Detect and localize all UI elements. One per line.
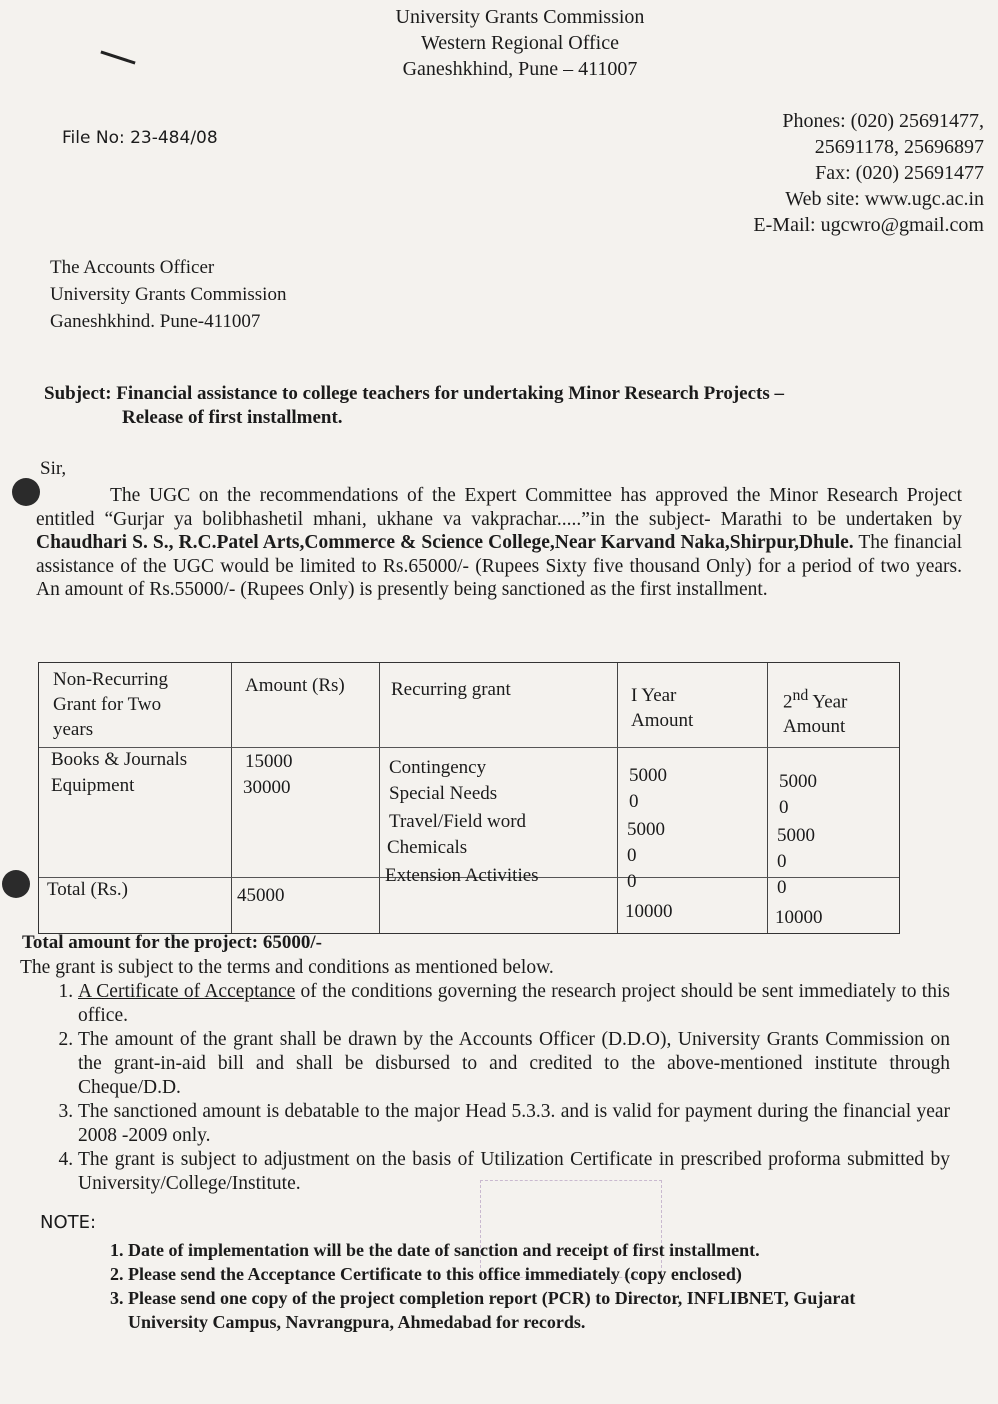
header-nonrecurring-3: years bbox=[53, 719, 94, 740]
teacher-and-college: Chaudhari S. S., R.C.Patel Arts,Commerce & Science College,Near Karvand Naka,Shirpur,Dhule. bbox=[36, 532, 854, 553]
header-year-2-amount: Amount bbox=[783, 716, 846, 738]
header-year-2 bbox=[783, 683, 847, 739]
total-year-1: 10000 bbox=[625, 901, 673, 922]
recurring-item-travel: Travel/Field word bbox=[389, 811, 527, 832]
recurring-y2-contingency: 5000 bbox=[779, 771, 817, 792]
notes-list bbox=[96, 1238, 916, 1334]
addressee-line-2: University Grants Commission bbox=[50, 284, 287, 305]
subject-line-2: Release of first installment. bbox=[122, 407, 343, 428]
term-item bbox=[78, 980, 950, 1028]
table-divider bbox=[231, 663, 232, 933]
subject-line-1: Subject: Financial assistance to college teachers for undertaking Minor Research Projects – bbox=[44, 383, 785, 404]
addressee-block bbox=[50, 254, 286, 335]
email-line: E-Mail: ugcwro@gmail.com bbox=[753, 214, 984, 236]
note-label: NOTE: bbox=[40, 1212, 97, 1233]
grant-table bbox=[38, 662, 900, 934]
recurring-item-extension: Extension Activities bbox=[385, 865, 539, 886]
recurring-y1-contingency: 5000 bbox=[629, 765, 667, 786]
salutation: Sir, bbox=[40, 458, 67, 479]
header-nonrecurring-2: Grant for Two bbox=[53, 694, 162, 715]
recurring-y1-travel: 5000 bbox=[627, 819, 665, 840]
recurring-y1-chemicals: 0 bbox=[627, 845, 637, 866]
table-divider bbox=[379, 663, 380, 933]
phones-line-2: 25691178, 25696897 bbox=[814, 136, 984, 158]
note-item: 1. Date of implementation will be the date of sanction and receipt of first installment. bbox=[128, 1238, 916, 1262]
header-year-1 bbox=[631, 683, 693, 733]
term-item: 2. The amount of the grant shall be drawn by the Accounts Officer (D.D.O), University Grants Commission on the grant-in-aid bill and shall be disbursed to and credited to the above-mentioned institute through Cheque/D.D. bbox=[78, 1028, 950, 1100]
subject-block bbox=[44, 382, 964, 430]
body-text-part2: The financial assistance of the UGC would be limited to Rs.65000/- (Rupees Sixty five thousand Only) for a period of two years. An amount of Rs.55000/- (Rupees Only) is presently being sanctioned as the first installment. bbox=[36, 532, 962, 600]
notes-block bbox=[96, 1238, 916, 1334]
certificate-of-acceptance: A Certificate of Acceptance bbox=[78, 981, 296, 1002]
table-divider bbox=[617, 663, 618, 933]
recurring-y2-special-needs: 0 bbox=[779, 797, 789, 818]
fax-line: Fax: (020) 25691477 bbox=[815, 162, 984, 184]
pen-mark bbox=[100, 51, 135, 65]
file-number: File No: 23-484/08 bbox=[62, 128, 218, 148]
terms-intro: The grant is subject to the terms and conditions as mentioned below. bbox=[20, 957, 554, 978]
term-item: 4. The grant is subject to adjustment on the basis of Utilization Certificate in prescribed proforma submitted by University/College/Institute. bbox=[78, 1148, 950, 1196]
header-year-2-number: 2 bbox=[783, 691, 793, 713]
note-item: 3. Please send one copy of the project completion report (PCR) to Director, INFLIBNET, Gujarat University Campus, Navrangpura, Ahmedabad for records. bbox=[128, 1286, 916, 1334]
recurring-item-chemicals: Chemicals bbox=[387, 837, 468, 858]
addressee-line-1: The Accounts Officer bbox=[50, 257, 215, 278]
header-year-1-amount: Amount bbox=[631, 710, 694, 731]
note-item: 2. Please send the Acceptance Certificate to this office immediately (copy enclosed) bbox=[128, 1262, 916, 1286]
nonrec-item-books: Books & Journals bbox=[51, 749, 188, 770]
website-line: Web site: www.ugc.ac.in bbox=[785, 188, 984, 210]
punch-hole-bottom bbox=[2, 870, 30, 898]
total-year-2: 10000 bbox=[775, 907, 823, 928]
recurring-y2-extension: 0 bbox=[777, 877, 787, 898]
nonrec-amount-books: 15000 bbox=[245, 751, 293, 772]
recurring-y2-chemicals: 0 bbox=[777, 851, 787, 872]
total-label: Total (Rs.) bbox=[47, 879, 128, 900]
header-nonrecurring bbox=[53, 667, 168, 742]
letterhead-address: Ganeshkhind, Pune – 411007 bbox=[402, 58, 638, 80]
nonrec-item-equipment: Equipment bbox=[51, 775, 135, 796]
header-year-1-label: I Year bbox=[631, 685, 677, 706]
body-paragraph bbox=[36, 484, 962, 602]
header-year-2-suffix: nd bbox=[792, 687, 809, 704]
header-nonrecurring-1: Non-Recurring bbox=[53, 669, 169, 690]
body-text-part1: The UGC on the recommendations of the Expert Committee has approved the Minor Research Project entitled “Gurjar ya bolibhashetil mhani, ukhane va vakprachar.....”in the subject- Marathi to be undertaken by bbox=[36, 485, 962, 530]
total-project-amount: Total amount for the project: 65000/- bbox=[22, 932, 322, 953]
recurring-item-special-needs: Special Needs bbox=[389, 783, 498, 804]
nonrec-amount-equipment: 30000 bbox=[243, 777, 291, 798]
term-item: 3. The sanctioned amount is debatable to the major Head 5.3.3. and is valid for payment during the financial year 2008 -2009 only. bbox=[78, 1100, 950, 1148]
header-amount: Amount (Rs) bbox=[245, 675, 345, 696]
header-recurring: Recurring grant bbox=[391, 679, 511, 700]
letterhead bbox=[330, 4, 710, 82]
term-1-text: of the conditions governing the research project should be sent immediately to this office. bbox=[78, 981, 950, 1026]
phones-line-1: Phones: (020) 25691477, bbox=[782, 110, 984, 132]
addressee-line-3: Ganeshkhind. Pune-411007 bbox=[50, 311, 261, 332]
total-nonrecurring: 45000 bbox=[237, 885, 285, 906]
recurring-y1-special-needs: 0 bbox=[629, 791, 639, 812]
table-divider bbox=[767, 663, 768, 933]
recurring-y1-extension: 0 bbox=[627, 871, 637, 892]
recurring-y2-travel: 5000 bbox=[777, 825, 815, 846]
header-year-2-label bbox=[783, 683, 847, 714]
recurring-item-contingency: Contingency bbox=[389, 757, 487, 778]
terms-block bbox=[20, 956, 950, 1196]
terms-list bbox=[20, 980, 950, 1196]
header-year-2-word: Year bbox=[808, 691, 848, 713]
letterhead-office: Western Regional Office bbox=[421, 32, 619, 54]
contact-block bbox=[753, 108, 984, 238]
letterhead-org: University Grants Commission bbox=[395, 6, 645, 28]
